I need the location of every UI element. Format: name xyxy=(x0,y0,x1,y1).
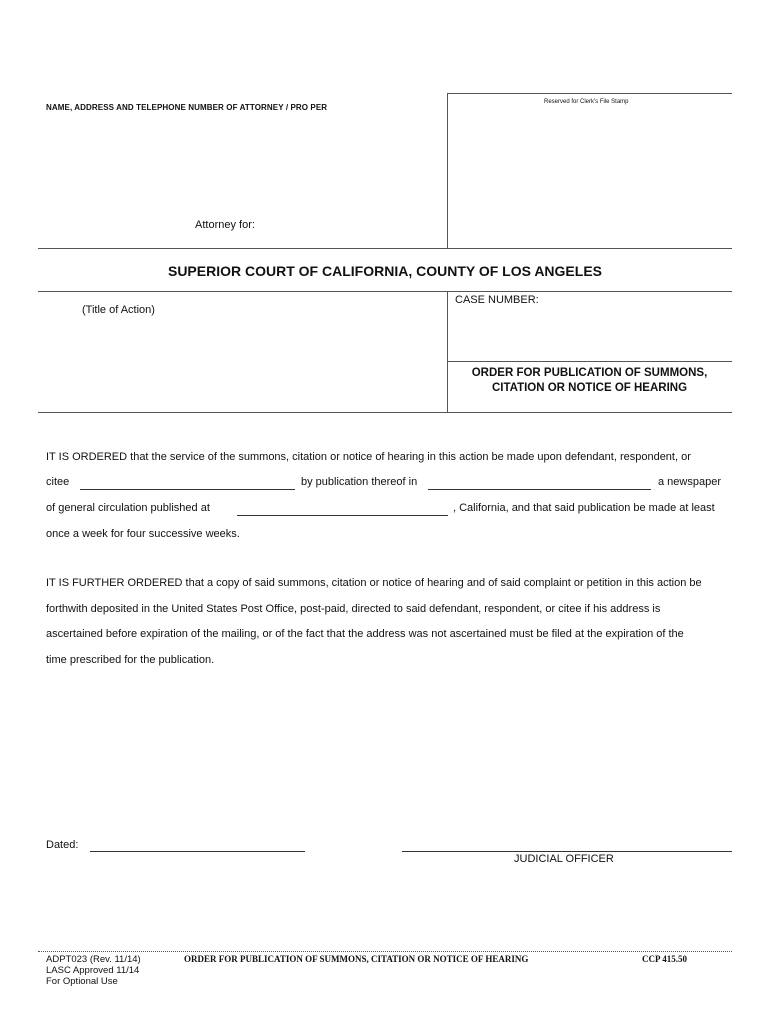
case-number-label: CASE NUMBER: xyxy=(455,294,539,306)
order-title-line1: ORDER FOR PUBLICATION OF SUMMONS, xyxy=(471,367,708,379)
date-line xyxy=(90,851,305,852)
header-divider xyxy=(447,93,448,248)
clerk-stamp-label: Reserved for Clerk's File Stamp xyxy=(544,99,629,105)
date-input[interactable] xyxy=(90,836,306,850)
header-bottom-rule xyxy=(38,248,732,249)
publication-city-line xyxy=(237,515,448,516)
citee-name-line xyxy=(80,489,295,490)
order-p2-line4: time prescribed for the publication. xyxy=(46,654,215,666)
order-p1-california: , California, and that said publication be made at least xyxy=(453,502,715,514)
footer-form-number: ADPT023 (Rev. 11/14) xyxy=(46,954,141,965)
title-of-action-label: (Title of Action) xyxy=(82,304,155,316)
attorney-heading: NAME, ADDRESS AND TELEPHONE NUMBER OF ATTORNEY / PRO PER xyxy=(46,103,328,112)
court-title: SUPERIOR COURT OF CALIFORNIA, COUNTY OF LOS ANGELES xyxy=(167,263,602,279)
judicial-officer-line xyxy=(402,851,732,852)
case-number-field[interactable] xyxy=(452,310,730,356)
judicial-officer-signature-area[interactable] xyxy=(402,826,732,850)
order-p1-last: once a week for four successive weeks. xyxy=(46,528,240,540)
order-p1-citee: citee xyxy=(46,476,70,488)
order-p2-line3: ascertained before expiration of the mailing, or of the fact that the address was not ascertained must be filed at the expiration of the xyxy=(46,628,684,640)
judicial-officer-label: JUDICIAL OFFICER xyxy=(514,853,614,865)
publication-city-input[interactable] xyxy=(237,500,449,514)
order-p2-line1: IT IS FURTHER ORDERED that a copy of said summons, citation or notice of hearing and of said complaint or petition in this action be xyxy=(46,577,702,589)
order-p1-by-publication: by publication thereof in xyxy=(301,476,418,488)
dated-label: Dated: xyxy=(46,839,79,851)
order-title-top-rule xyxy=(447,361,732,362)
clerk-stamp-area xyxy=(452,112,727,242)
order-p1-newspaper: a newspaper xyxy=(658,476,721,488)
caption-bottom-rule xyxy=(38,412,732,413)
attorney-for-label: Attorney for: xyxy=(195,219,255,231)
order-p2-line2: forthwith deposited in the United States Post Office, post-paid, directed to said defendant, respondent, or citee if his address is xyxy=(46,603,661,615)
footer-form-title: ORDER FOR PUBLICATION OF SUMMONS, CITATION OR NOTICE OF HEARING xyxy=(184,954,529,964)
title-of-action-area[interactable] xyxy=(42,322,442,406)
order-title-line2: CITATION OR NOTICE OF HEARING xyxy=(491,382,688,394)
order-title xyxy=(447,366,732,396)
header-top-rule xyxy=(447,93,732,94)
newspaper-name-input[interactable] xyxy=(428,474,652,488)
newspaper-name-line xyxy=(428,489,651,490)
citee-name-input[interactable] xyxy=(80,474,296,488)
footer-rule xyxy=(38,951,732,952)
attorney-info-area[interactable] xyxy=(40,118,440,214)
footer-form-info xyxy=(46,954,141,987)
footer-optional-use: For Optional Use xyxy=(46,976,118,987)
order-p1-circulation: of general circulation published at xyxy=(46,502,210,514)
footer-approved: LASC Approved 11/14 xyxy=(46,965,140,976)
caption-top-rule xyxy=(38,291,732,292)
footer-code: CCP 415.50 xyxy=(642,954,687,964)
order-p1-line1: IT IS ORDERED that the service of the summons, citation or notice of hearing in this action be made upon defendant, respondent, or xyxy=(46,451,691,463)
